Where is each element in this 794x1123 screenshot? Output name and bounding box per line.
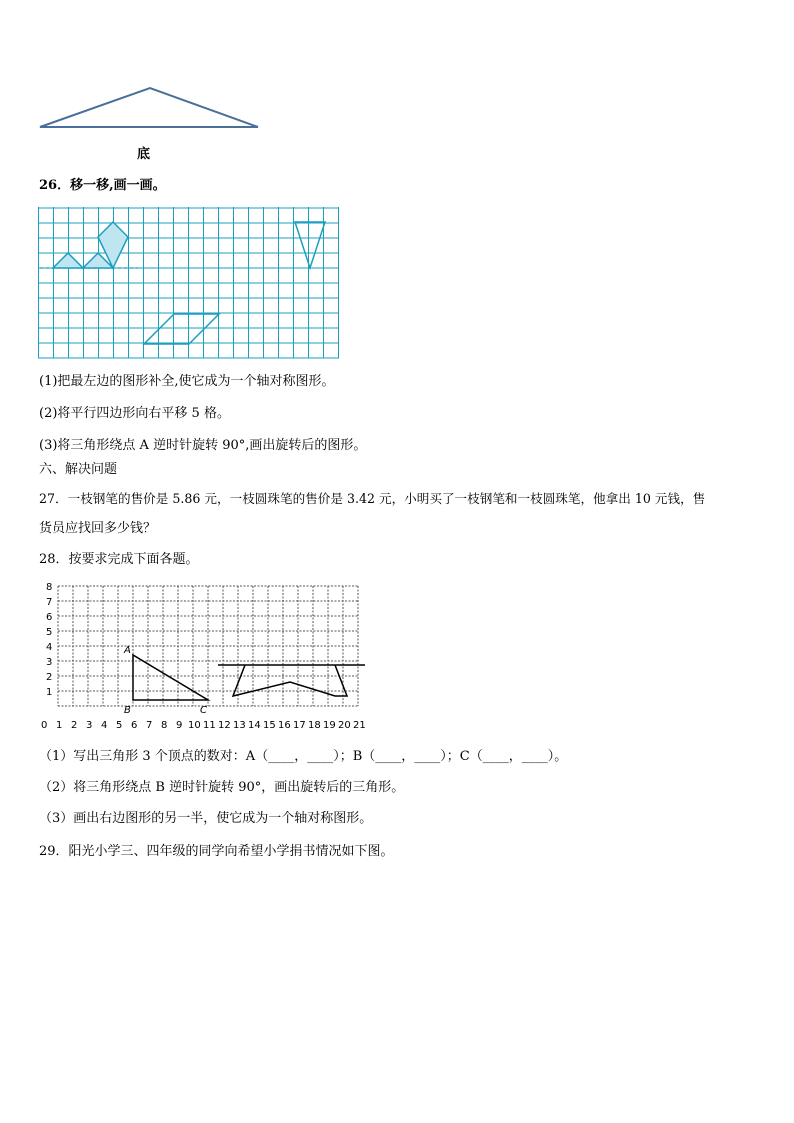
q28-title: 28．按要求完成下面各题。: [39, 552, 199, 567]
q28-y-tick-labels: [46, 582, 52, 698]
q26-grid-figure: [38, 207, 342, 361]
q28-y-tick: 5: [46, 627, 53, 638]
q28-grid-lines: [58, 586, 358, 706]
q28-y-tick: 4: [46, 642, 53, 653]
q28-x-tick: 0: [41, 720, 48, 731]
q28-label-c: C: [200, 705, 207, 716]
q28-triangle-abc: [133, 655, 208, 700]
q28-y-tick: 1: [46, 687, 53, 698]
q28-x-tick: 20: [338, 720, 351, 731]
q28-x-tick: 5: [116, 720, 123, 731]
q28-x-tick: 2: [71, 720, 78, 731]
q25-triangle-figure: [36, 84, 266, 134]
q26-part-3: (3)将三角形绕点 A 逆时针旋转 90°,画出旋转后的图形。: [39, 438, 367, 453]
q28-part-1: （1）写出三角形 3 个顶点的数对：A（____，____）；B（____，____）；C（____，____）。: [39, 749, 568, 764]
q28-x-tick: 11: [203, 720, 216, 731]
q28-x-tick: 8: [161, 720, 168, 731]
q28-y-tick: 7: [46, 597, 53, 608]
q28-x-tick: 15: [263, 720, 276, 731]
q28-label-a: A: [124, 645, 131, 656]
q28-x-tick: 7: [146, 720, 153, 731]
q28-part-2: （2）将三角形绕点 B 逆时针旋转 90°，画出旋转后的三角形。: [39, 780, 405, 795]
q26-small-triangle-1: [53, 253, 83, 268]
q27-line-2: 货员应找回多少钱？: [39, 521, 157, 536]
q28-x-tick: 6: [131, 720, 138, 731]
q28-x-tick: 19: [323, 720, 336, 731]
q28-label-b: B: [124, 705, 131, 716]
q25-triangle: [40, 88, 258, 127]
q28-x-tick: 16: [278, 720, 291, 731]
q28-y-tick: 2: [46, 672, 53, 683]
q26-part-1: (1)把最左边的图形补全,使它成为一个轴对称图形。: [39, 374, 335, 389]
q28-x-tick: 17: [293, 720, 306, 731]
q29-title: 29．阳光小学三、四年级的同学向希望小学捐书情况如下图。: [39, 844, 394, 859]
q28-x-tick: 4: [101, 720, 108, 731]
q28-x-tick: 12: [218, 720, 231, 731]
q28-x-tick: 14: [248, 720, 261, 731]
q28-x-tick: 9: [176, 720, 183, 731]
q28-x-tick: 18: [308, 720, 321, 731]
q25-base-label: 底: [137, 147, 151, 162]
q28-coordinate-grid: [40, 580, 380, 735]
q28-x-tick: 21: [353, 720, 366, 731]
q26-parallelogram: [144, 314, 219, 344]
q28-x-tick: 3: [86, 720, 93, 731]
q28-x-tick-labels: [41, 720, 366, 731]
q28-y-tick: 6: [46, 612, 53, 623]
q26-part-2: (2)将平行四边形向右平移 5 格。: [39, 406, 230, 421]
q27-line-1: 27．一枝钢笔的售价是 5.86 元，一枝圆珠笔的售价是 3.42 元，小明买了一枝钢笔和一枝圆珠笔，他拿出 10 元钱，售: [39, 491, 706, 506]
section-6-title: 六、解决问题: [39, 462, 118, 477]
q28-part-3: （3）画出右边图形的另一半，使它成为一个轴对称图形。: [39, 811, 373, 826]
q26-title: 26．移一移,画一画。: [39, 178, 166, 193]
q28-x-tick: 10: [188, 720, 201, 731]
q28-y-tick: 3: [46, 657, 53, 668]
q28-x-tick: 1: [56, 720, 63, 731]
q28-x-tick: 13: [233, 720, 246, 731]
q26-grid-lines: [38, 207, 339, 358]
q26-inverted-triangle: [295, 222, 325, 268]
q28-y-tick: 8: [46, 582, 53, 593]
